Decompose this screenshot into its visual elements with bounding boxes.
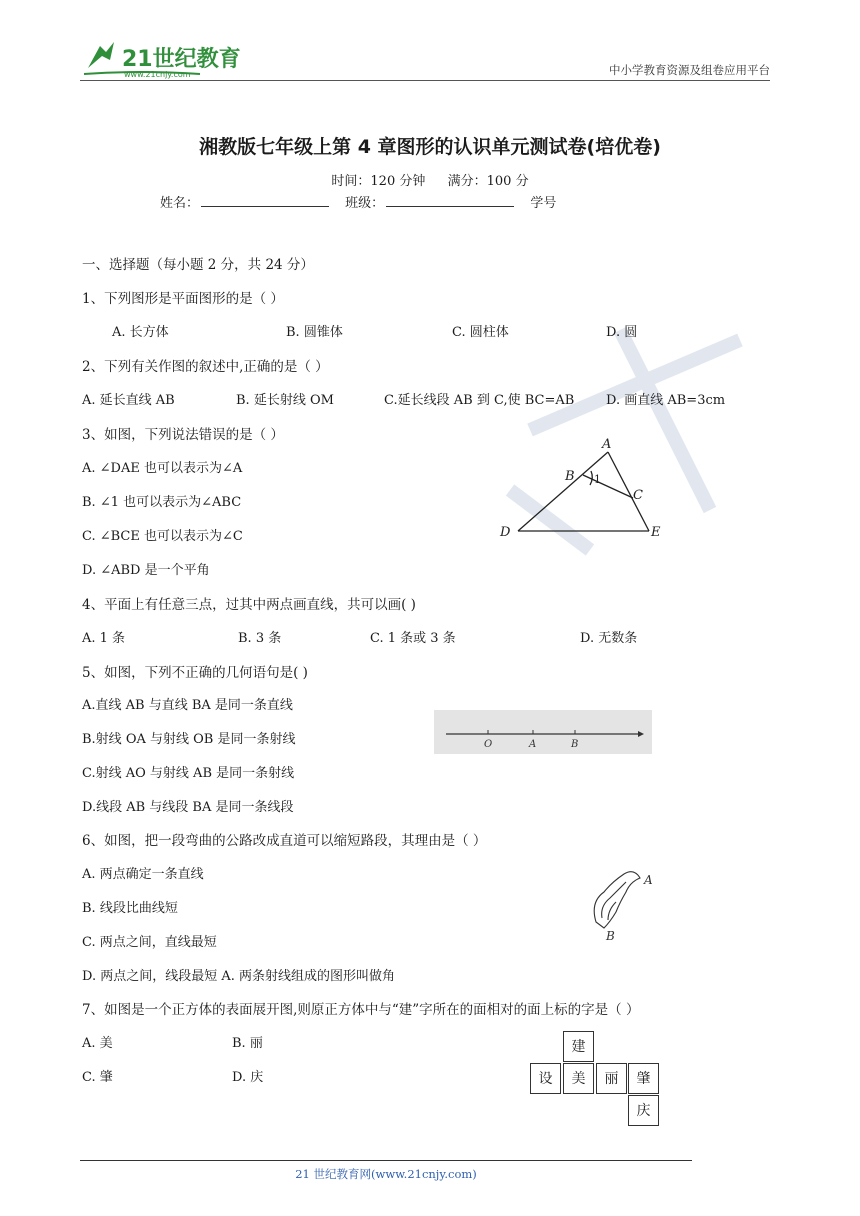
q4-option-d: D. 无数条 xyxy=(580,631,638,646)
cube-cell: 肇 xyxy=(628,1063,659,1094)
q2-option-c: C.延长线段 AB 到 C,使 BC=AB xyxy=(384,393,575,408)
exam-info xyxy=(0,170,860,189)
question-5-stem: 5、如图，下列不正确的几何语句是( ) xyxy=(82,665,308,681)
name-blank xyxy=(201,194,329,207)
student-info-row xyxy=(160,192,556,211)
q4-option-b: B. 3 条 xyxy=(238,631,282,646)
logo-url: www.21cnjy.com xyxy=(124,70,191,79)
question-3-stem: 3、如图，下列说法错误的是（ ） xyxy=(82,427,284,443)
label-a: A xyxy=(529,739,537,750)
label-c: C xyxy=(633,488,643,503)
question-4-stem: 4、平面上有任意三点，过其中两点画直线，共可以画( ) xyxy=(82,597,416,613)
q6-option-b: B. 线段比曲线短 xyxy=(82,901,178,916)
question-1-stem: 1、下列图形是平面图形的是（ ） xyxy=(82,291,284,307)
q3-option-a: A. ∠DAE 也可以表示为∠A xyxy=(82,461,243,476)
class-blank xyxy=(386,194,514,207)
q3-option-b: B. ∠1 也可以表示为∠ABC xyxy=(82,495,242,510)
q7-option-a: A. 美 xyxy=(82,1036,113,1051)
label-o: O xyxy=(484,739,493,750)
q2-option-b: B. 延长射线 OM xyxy=(236,393,334,408)
q1-option-d: D. 圆 xyxy=(606,325,638,340)
cube-cell: 美 xyxy=(563,1063,594,1094)
label-b: B xyxy=(571,739,579,750)
q5-option-d: D.线段 AB 与线段 BA 是同一条线段 xyxy=(82,800,294,815)
road-figure xyxy=(582,862,662,944)
id-label: 学号 xyxy=(530,196,557,211)
q2-option-a: A. 延长直线 AB xyxy=(82,393,175,408)
question-6-stem: 6、如图，把一段弯曲的公路改成直道可以缩短路段，其理由是（ ） xyxy=(82,833,487,849)
header-divider xyxy=(80,80,770,81)
logo-text: 21世纪教育 xyxy=(122,47,241,72)
q1-option-a: A. 长方体 xyxy=(112,325,169,340)
number-line-figure xyxy=(434,710,652,754)
label-b: B xyxy=(565,469,575,484)
q4-option-c: C. 1 条或 3 条 xyxy=(370,631,456,646)
cube-cell: 建 xyxy=(563,1031,594,1062)
platform-name: 中小学教育资源及组卷应用平台 xyxy=(609,63,770,77)
section-heading: 一、选择题（每小题 2 分，共 24 分） xyxy=(82,257,314,273)
q2-option-d: D. 画直线 AB=3cm xyxy=(606,393,726,408)
label-angle-1: 1 xyxy=(594,473,601,486)
site-logo xyxy=(80,34,260,82)
q1-option-c: C. 圆柱体 xyxy=(452,325,509,340)
label-e: E xyxy=(651,525,661,540)
q5-option-a: A.直线 AB 与直线 BA 是同一条直线 xyxy=(82,698,293,713)
footer-divider xyxy=(80,1160,692,1161)
class-label: 班级： xyxy=(345,196,385,211)
page-title: 湘教版七年级上第 4 章图形的认识单元测试卷(培优卷) xyxy=(199,136,661,158)
q1-option-b: B. 圆锥体 xyxy=(286,325,343,340)
q3-option-d: D. ∠ABD 是一个平角 xyxy=(82,563,210,578)
q6-option-d: D. 两点之间，线段最短 A. 两条射线组成的图形叫做角 xyxy=(82,969,396,984)
label-d: D xyxy=(500,525,511,540)
q5-option-c: C.射线 AO 与射线 AB 是同一条射线 xyxy=(82,766,295,781)
question-7-stem: 7、如图是一个正方体的表面展开图,则原正方体中与“建”字所在的面相对的面上标的字是（ ） xyxy=(82,1002,640,1018)
q7-option-d: D. 庆 xyxy=(232,1070,264,1085)
question-2-stem: 2、下列有关作图的叙述中,正确的是（ ） xyxy=(82,359,329,375)
name-label: 姓名： xyxy=(160,196,200,211)
cube-cell: 设 xyxy=(530,1063,561,1094)
q6-option-a: A. 两点确定一条直线 xyxy=(82,867,204,882)
q6-option-c: C. 两点之间，直线最短 xyxy=(82,935,217,950)
q3-option-c: C. ∠BCE 也可以表示为∠C xyxy=(82,529,243,544)
triangle-figure xyxy=(490,435,680,545)
time-limit: 时间：120 分钟 xyxy=(331,174,426,189)
q4-option-a: A. 1 条 xyxy=(82,631,126,646)
footer-text: 21 世纪教育网(www.21cnjy.com) xyxy=(295,1167,477,1181)
q5-option-b: B.射线 OA 与射线 OB 是同一条射线 xyxy=(82,732,296,747)
label-b: B xyxy=(606,929,615,943)
label-a: A xyxy=(644,873,653,887)
q7-option-b: B. 丽 xyxy=(232,1036,263,1051)
cube-cell: 丽 xyxy=(596,1063,627,1094)
q7-option-c: C. 肇 xyxy=(82,1070,113,1085)
label-a: A xyxy=(602,437,612,452)
cube-cell: 庆 xyxy=(628,1095,659,1126)
full-score: 满分：100 分 xyxy=(447,174,529,189)
